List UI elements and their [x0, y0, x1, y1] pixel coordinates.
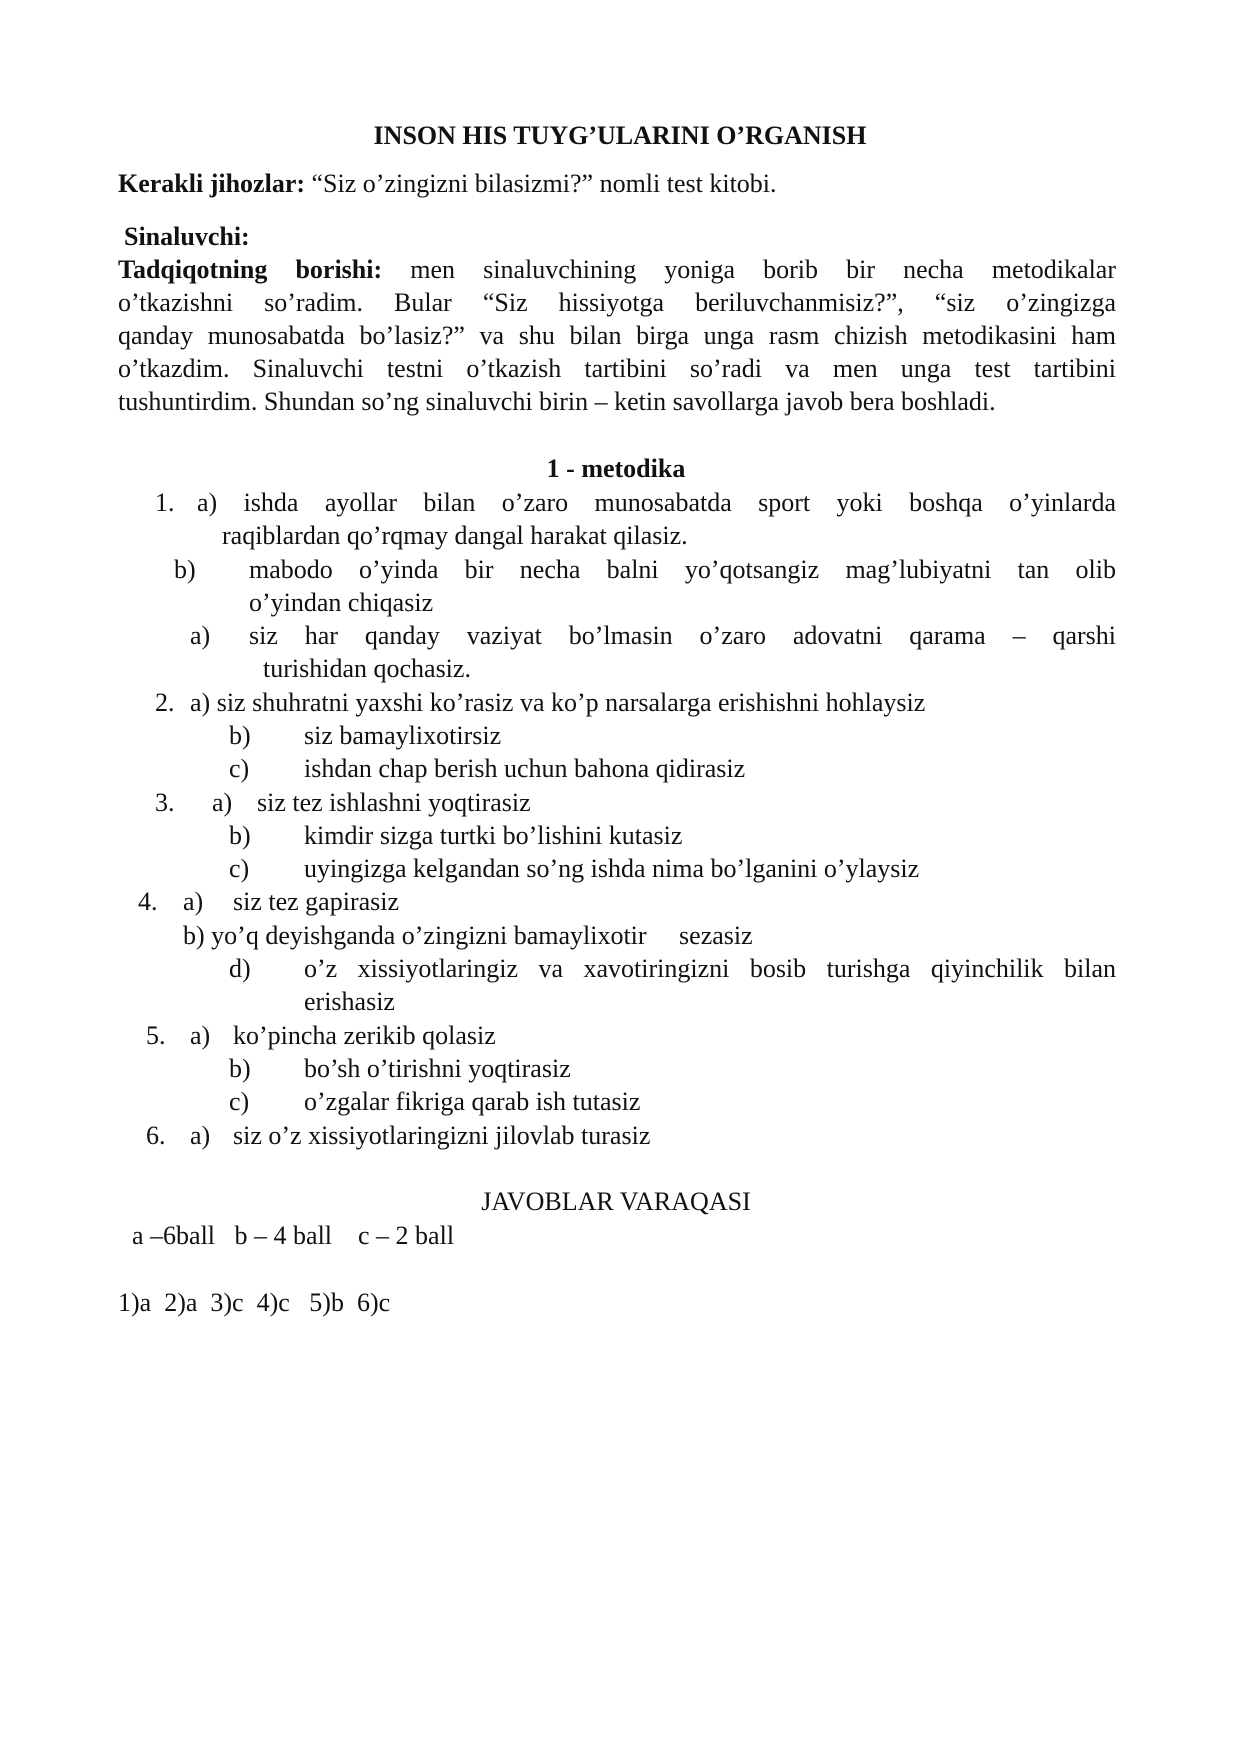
- q5-option-b: bo’sh o’tirishni yoqtirasiz: [304, 1054, 571, 1083]
- q1-number: 1.: [155, 488, 175, 517]
- q1-option-b-line-1: mabodo o’yinda bir necha balni yo’qotsangiz mag’lubiyatni tan olib: [249, 555, 1116, 584]
- q1-option-b-line-2: o’yindan chiqasiz: [249, 588, 434, 617]
- q3-option-a-marker: a): [212, 788, 233, 817]
- equipment-line: [118, 167, 777, 201]
- q1-option-a-line-1: a) ishda ayollar bilan o’zaro munosabatda sport yoki boshqa o’yinlarda: [197, 488, 1116, 517]
- q5-option-a: ko’pincha zerikib qolasiz: [233, 1021, 496, 1050]
- q2-option-a: a) siz shuhratni yaxshi ko’rasiz va ko’p narsalarga erishishni hohlaysiz: [190, 688, 926, 717]
- q2-option-c: ishdan chap berish uchun bahona qidirasiz: [304, 754, 746, 783]
- q3-option-b: kimdir sizga turtki bo’lishini kutasiz: [304, 821, 683, 850]
- q5-number: 5.: [146, 1021, 166, 1050]
- q3-option-b-marker: b): [229, 821, 251, 850]
- q4-option-a: siz tez gapirasiz: [233, 887, 400, 916]
- procedure-label: Tadqiqotning borishi:: [118, 255, 383, 284]
- q5-option-c: o’zgalar fikriga qarab ish tutasiz: [304, 1087, 641, 1116]
- q3-option-a: siz tez ishlashni yoqtirasiz: [257, 788, 531, 817]
- q4-option-d-line-2: erishasiz: [304, 987, 395, 1016]
- document-title: INSON HIS TUYG’ULARINI O’RGANISH: [373, 121, 867, 150]
- q6-option-a-marker: a): [190, 1121, 211, 1150]
- q1-option-c-marker: a): [190, 621, 211, 650]
- q2-option-b-marker: b): [229, 721, 251, 750]
- q6-number: 6.: [146, 1121, 166, 1150]
- q1-option-c-line-1: siz har qanday vaziyat bo’lmasin o’zaro adovatni qarama – qarshi: [249, 621, 1116, 650]
- equipment-label: Kerakli jihozlar:: [118, 169, 306, 198]
- answers-key: 1)a 2)a 3)c 4)c 5)b 6)c: [118, 1288, 391, 1317]
- q3-option-c: uyingizga kelgandan so’ng ishda nima bo’lganini o’ylaysiz: [304, 854, 920, 883]
- q2-option-c-marker: c): [229, 754, 250, 783]
- q1-option-b-marker: b): [174, 555, 196, 584]
- procedure-line-3: qanday munosabatda bo’lasiz?” va shu bilan birga unga rasm chizish metodikasini ham: [118, 321, 1116, 350]
- q1-option-a-line-2: raqiblardan qo’rqmay dangal harakat qilasiz.: [222, 521, 688, 550]
- q4-number: 4.: [138, 887, 158, 916]
- q5-option-a-marker: a): [190, 1021, 211, 1050]
- q2-option-b: siz bamaylixotirsiz: [304, 721, 502, 750]
- q6-option-a: siz o’z xissiyotlaringizni jilovlab turasiz: [233, 1121, 651, 1150]
- q3-number: 3.: [155, 788, 175, 817]
- method-title: 1 - metodika: [546, 454, 686, 483]
- q4-option-d-line-1: o’z xissiyotlaringiz va xavotiringizni bosib turishga qiyinchilik bilan: [304, 954, 1116, 983]
- subject-label: Sinaluvchi:: [124, 222, 250, 251]
- procedure-line-1: [118, 253, 1116, 287]
- q4-option-d-marker: d): [229, 954, 251, 983]
- q4-option-a-marker: a): [183, 887, 204, 916]
- q4-option-b: b) yo’q deyishganda o’zingizni bamaylixotir sezasiz: [183, 921, 753, 950]
- procedure-line-5: tushuntirdim. Shundan so’ng sinaluvchi birin – ketin savollarga javob bera boshladi.: [118, 387, 996, 416]
- q1-option-c-line-2: turishidan qochasiz.: [263, 654, 471, 683]
- equipment-text: “Siz o’zingizni bilasizmi?” nomli test kitobi.: [305, 169, 777, 198]
- procedure-text-1: men sinaluvchining yoniga borib bir necha metodikalar: [382, 255, 1116, 284]
- q3-option-c-marker: c): [229, 854, 250, 883]
- q5-option-b-marker: b): [229, 1054, 251, 1083]
- procedure-line-2: o’tkazishni so’radim. Bular “Siz hissiyotga beriluvchanmisiz?”, “siz o’zingizga: [118, 288, 1116, 317]
- answers-title: JAVOBLAR VARAQASI: [481, 1187, 751, 1216]
- answers-scoring: a –6ball b – 4 ball c – 2 ball: [132, 1221, 455, 1250]
- procedure-line-4: o’tkazdim. Sinaluvchi testni o’tkazish tartibini so’radi va men unga test tartibini: [118, 354, 1116, 383]
- q2-number: 2.: [155, 688, 175, 717]
- q5-option-c-marker: c): [229, 1087, 250, 1116]
